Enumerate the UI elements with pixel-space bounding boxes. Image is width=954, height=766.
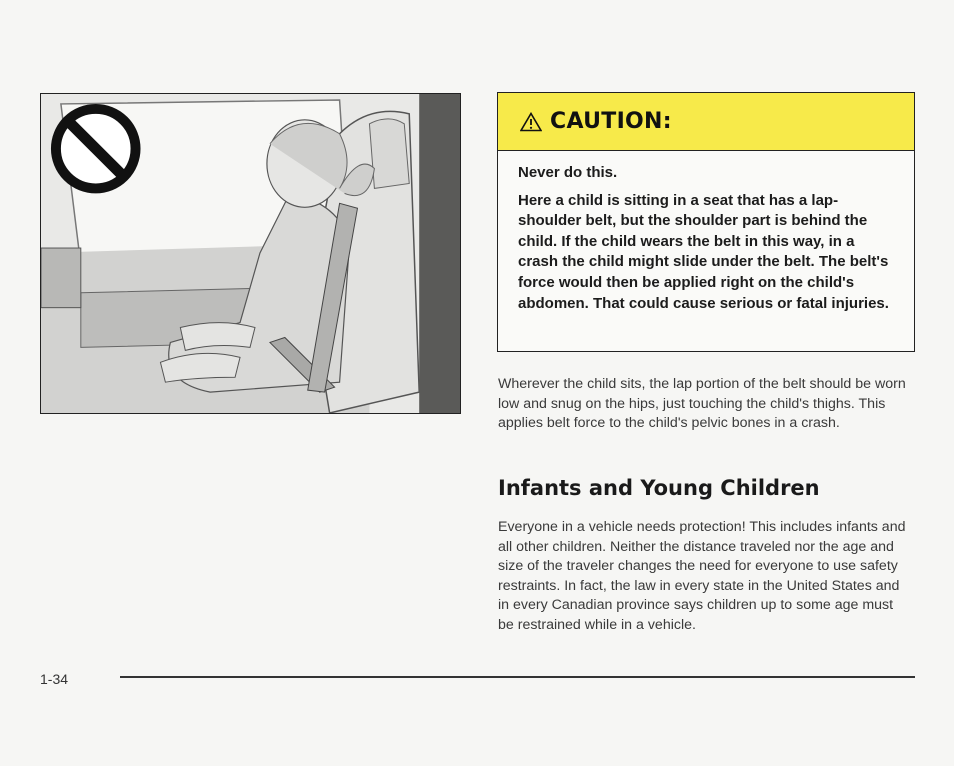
no-symbol-icon xyxy=(56,109,136,189)
caution-title: CAUTION: xyxy=(550,109,672,134)
caution-text: Here a child is sitting in a seat that has a lap-shoulder belt, but the shoulder part is behind the child. If the child wears the belt in this way, in a crash the child might slide under the belt. The belt's force would then be applied right on the child's abdomen. That could cause serious or fatal injuries. xyxy=(518,191,889,312)
section-heading: Infants and Young Children xyxy=(498,476,820,500)
caution-body xyxy=(498,151,914,314)
lap-belt-paragraph xyxy=(498,375,912,434)
page-number: 1-34 xyxy=(40,671,69,687)
infants-text: Everyone in a vehicle needs protection! This includes infants and all other children. Neither the distance traveled nor the age and size of the traveler changes the need for everyone to use safety restraints. In fact, the law in every state in the United States and in every Canadian province says children up to some age must be restrained while in a vehicle. xyxy=(498,519,906,633)
illustration-drawing xyxy=(41,94,460,413)
warning-triangle-icon xyxy=(520,112,542,132)
caution-lead: Never do this. xyxy=(518,164,618,181)
caution-header xyxy=(498,93,914,151)
child-seatbelt-illustration xyxy=(40,93,461,414)
caution-box xyxy=(497,92,915,352)
infants-paragraph xyxy=(498,518,912,636)
footer-rule xyxy=(120,676,915,678)
lap-belt-text: Wherever the child sits, the lap portion of the belt should be worn low and snug on the hips, just touching the child's thighs. This applies belt force to the child's pelvic bones in a crash. xyxy=(498,376,906,432)
